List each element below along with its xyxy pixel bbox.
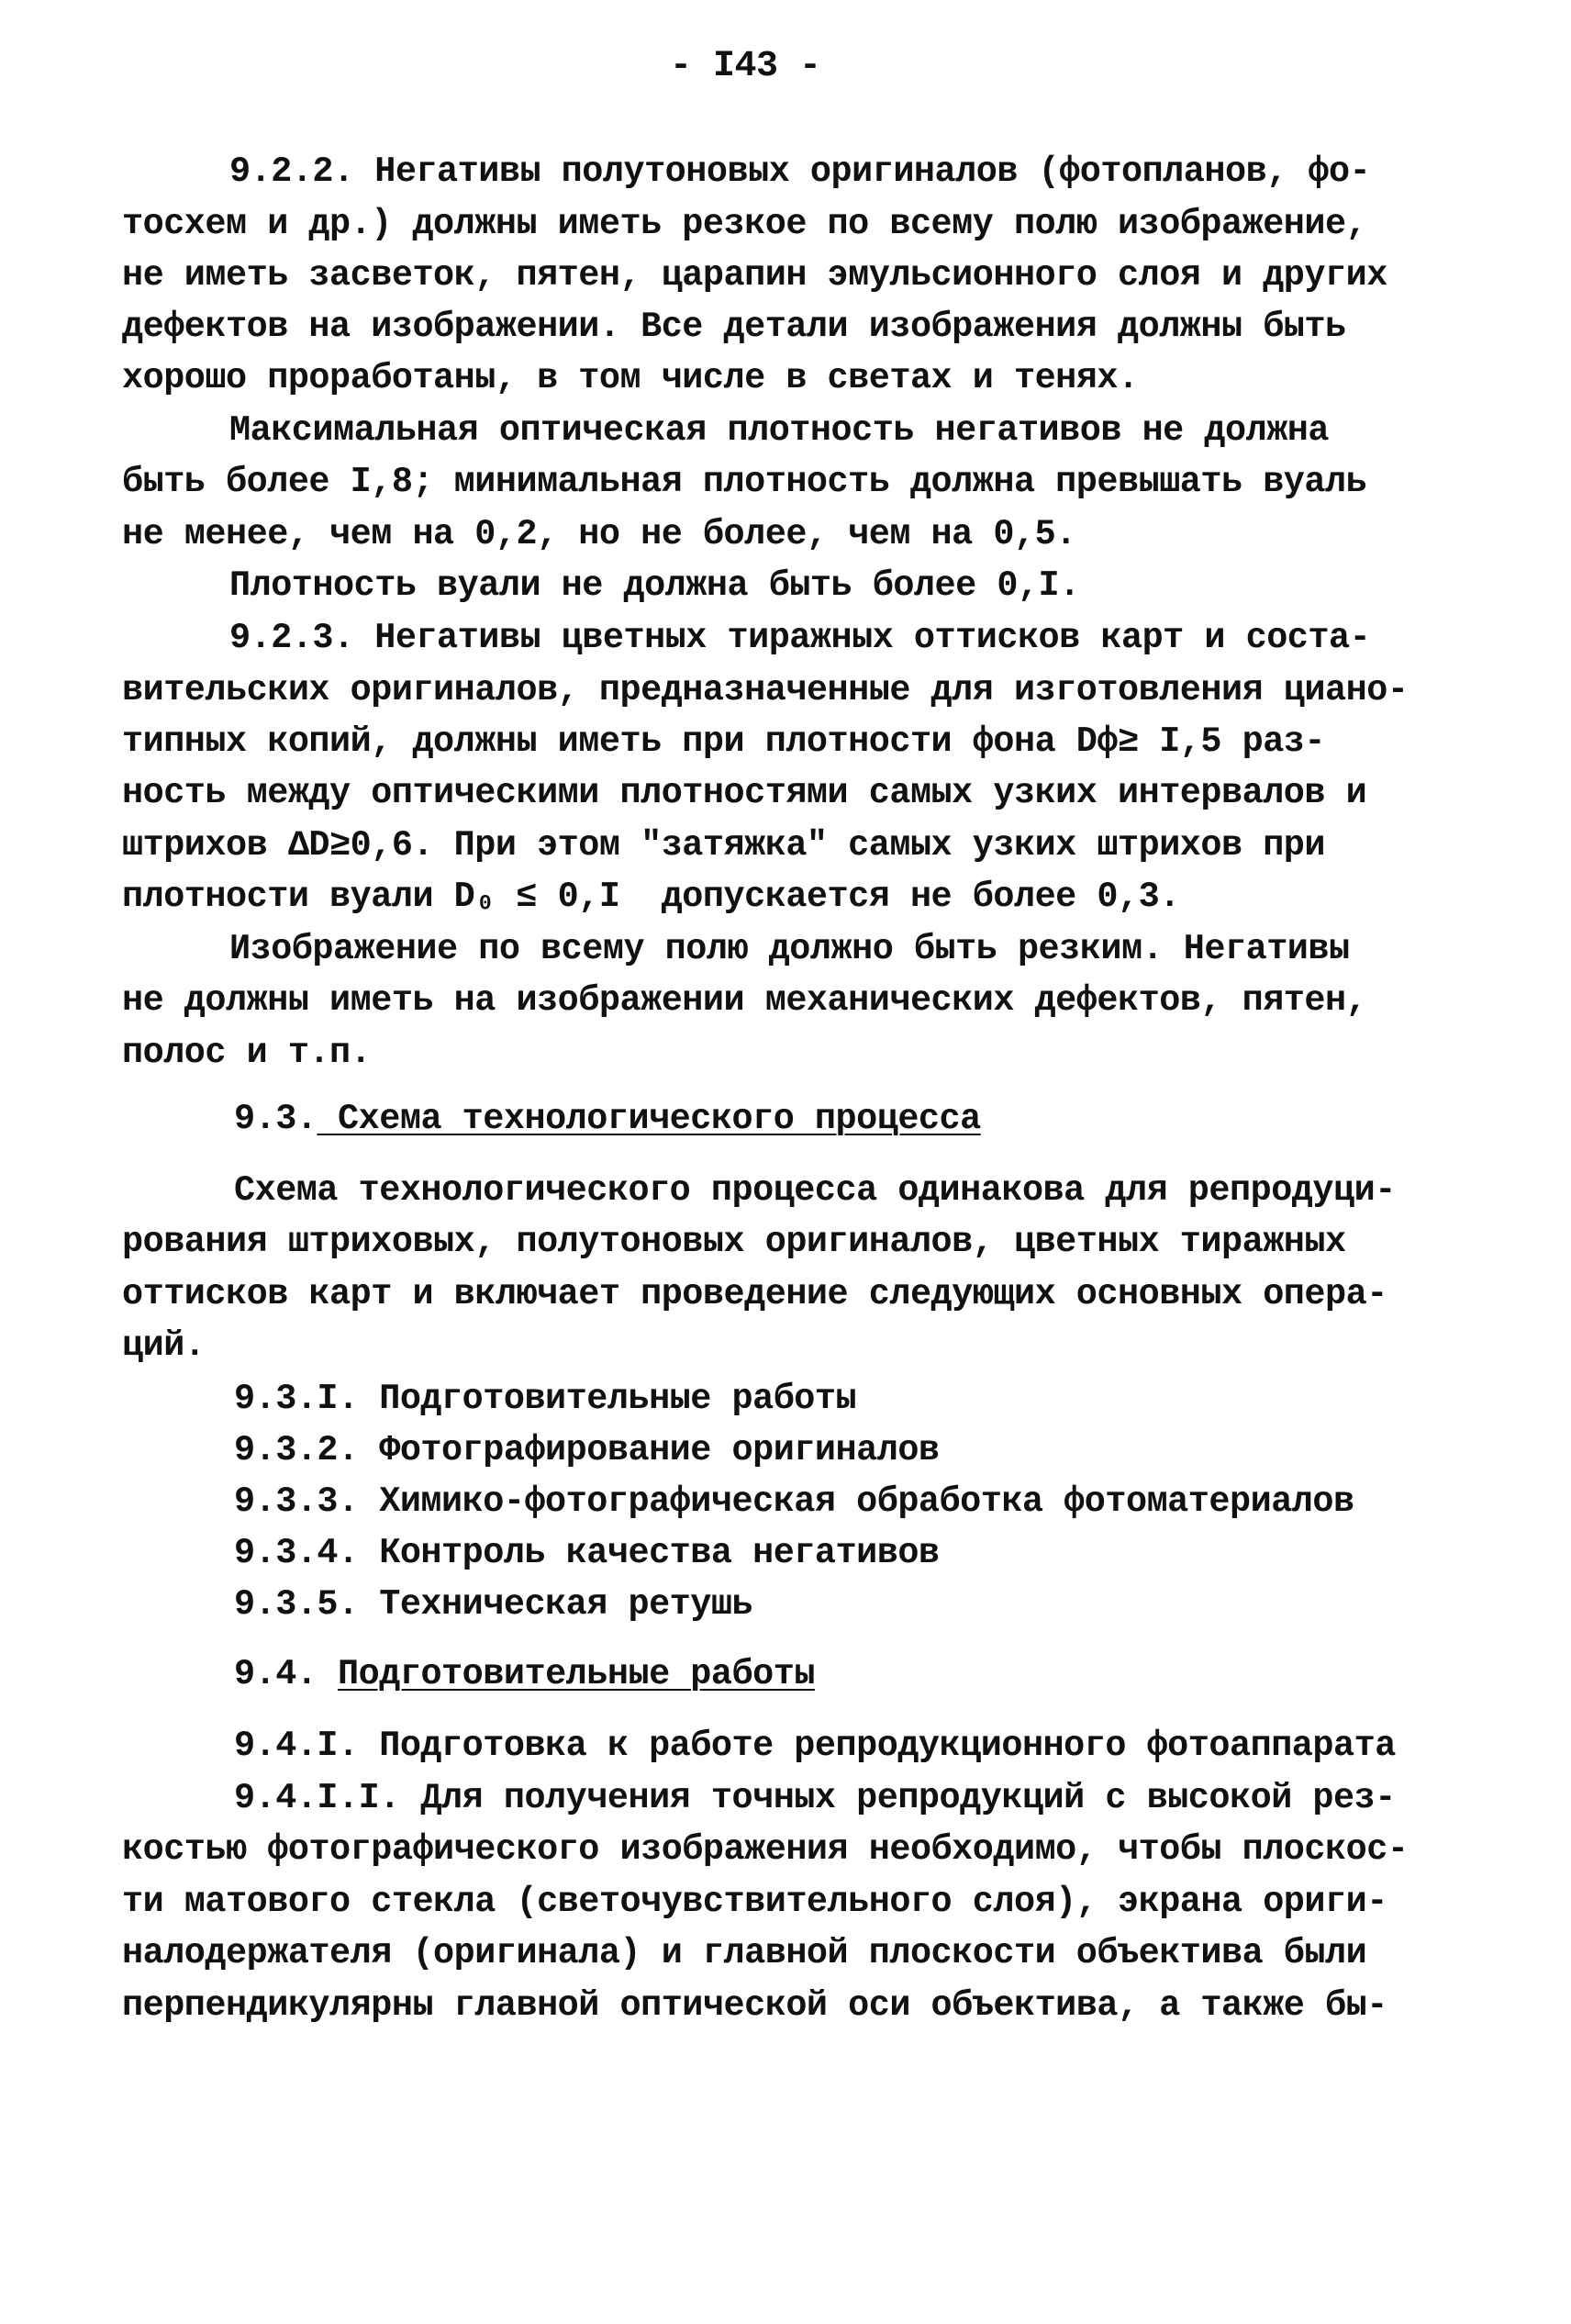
section-title: Схема технологического процесса: [317, 1099, 981, 1139]
list-item: 9.3.I. Подготовительные работы: [234, 1379, 857, 1419]
section-number: 9.3.: [234, 1099, 318, 1139]
paragraph-9-2-3-line: ность между оптическими плотностями самых узких интервалов и: [122, 773, 1367, 813]
paragraph-veil: Плотность вуали не должна быть более 0,I.: [229, 565, 1080, 606]
paragraph-image-line: Изображение по всему полю должно быть резким. Негативы: [229, 929, 1350, 969]
paragraph-image-line: не должны иметь на изображении механических дефектов, пятен,: [122, 980, 1367, 1021]
paragraph-9-3-line: оттисков карт и включает проведение следующих основных опера-: [122, 1274, 1387, 1314]
section-heading-9-3: [234, 1101, 981, 1137]
paragraph-density-line: быть более I,8; минимальная плотность должна превышать вуаль: [122, 462, 1367, 502]
paragraph-9-4-1-1-line: ти матового стекла (светочувствительного слоя), экрана ориги-: [122, 1882, 1387, 1922]
paragraph-9-2-3-line: типных копий, должны иметь при плотности фона Dф≥ I,5 раз-: [122, 721, 1326, 762]
paragraph-9-4-1-1-line: костью фотографического изображения необходимо, чтобы плоскос-: [122, 1829, 1409, 1870]
paragraph-image-line: полос и т.п.: [122, 1033, 372, 1073]
paragraph-9-3-line: рования штриховых, полутоновых оригиналов, цветных тиражных: [122, 1222, 1346, 1262]
paragraph-9-2-3-line: 9.2.3. Негативы цветных тиражных оттисков карт и соста-: [229, 618, 1371, 658]
paragraph-9-4-1-1-line: 9.4.I.I. Для получения точных репродукций с высокой рез-: [234, 1778, 1396, 1818]
paragraph-density-line: Максимальная оптическая плотность негативов не должна: [229, 410, 1329, 451]
page-number: - I43 -: [670, 46, 821, 87]
paragraph-9-2-3-line: вительских оригиналов, предназначенные для изготовления циано-: [122, 670, 1409, 710]
list-item: 9.3.5. Техническая ретушь: [234, 1584, 753, 1625]
paragraph-9-2-2-line: тосхем и др.) должны иметь резкое по всему полю изображение,: [122, 204, 1367, 244]
paragraph-9-2-2-line: не иметь засветок, пятен, царапин эмульсионного слоя и других: [122, 255, 1387, 296]
paragraph-9-2-3-line: плотности вуали D₀ ≤ 0,I допускается не более 0,3.: [122, 877, 1180, 917]
section-number: 9.4.: [234, 1654, 339, 1694]
paragraph-density-line: не менее, чем на 0,2, но не более, чем на 0,5.: [122, 514, 1076, 554]
paragraph-9-2-2-line: 9.2.2. Негативы полутоновых оригиналов (фотопланов, фо-: [229, 151, 1371, 192]
paragraph-9-2-2-line: хорошо проработаны, в том числе в светах и тенях.: [122, 358, 1139, 398]
paragraph-9-2-2-line: дефектов на изображении. Все детали изображения должны быть: [122, 307, 1346, 347]
section-heading-9-4: [234, 1654, 815, 1694]
paragraph-9-4-1: 9.4.I. Подготовка к работе репродукционного фотоаппарата: [234, 1726, 1396, 1766]
paragraph-9-4-1-1-line: перпендикулярны главной оптической оси объектива, а также бы-: [122, 1985, 1387, 2026]
list-item: 9.3.3. Химико-фотографическая обработка фотоматериалов: [234, 1481, 1354, 1522]
section-title: Подготовительные работы: [338, 1654, 815, 1694]
paragraph-9-3-line: ций.: [122, 1325, 206, 1366]
list-item: 9.3.2. Фотографирование оригиналов: [234, 1430, 940, 1470]
paragraph-9-2-3-line: штрихов ∆D≥0,6. При этом "затяжка" самых узких штрихов при: [122, 825, 1326, 866]
list-item: 9.3.4. Контроль качества негативов: [234, 1533, 940, 1573]
paragraph-9-4-1-1-line: налодержателя (оригинала) и главной плоскости объектива были: [122, 1933, 1367, 1973]
paragraph-9-3-line: Схема технологического процесса одинакова для репродуци-: [234, 1170, 1396, 1211]
